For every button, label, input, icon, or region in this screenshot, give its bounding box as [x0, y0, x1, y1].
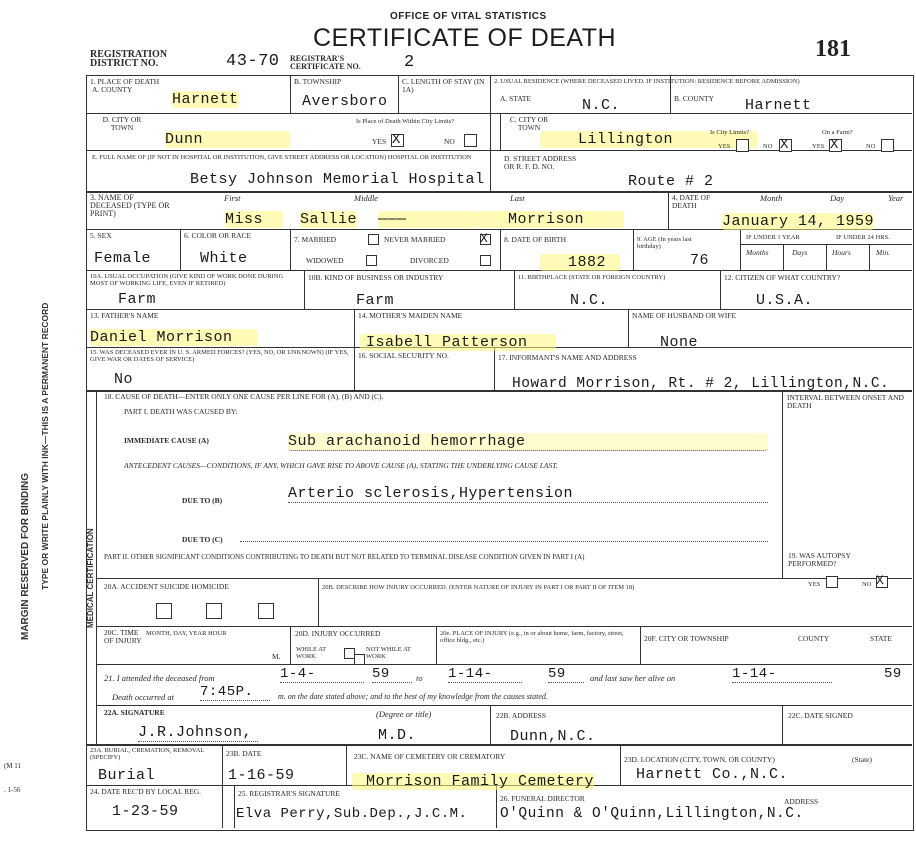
res-farm-yes-mark: X [830, 137, 839, 153]
age-label: 9. AGE (In years last birthday) [637, 236, 692, 250]
margin-binding-note: MARGIN RESERVED FOR BINDING [20, 472, 31, 640]
res-county-label: B. COUNTY [674, 94, 715, 103]
autopsy-label: 19. WAS AUTOPSY PERFORMED? [788, 551, 851, 568]
res-street-value: Route # 2 [628, 173, 714, 190]
registrar-cert-label: REGISTRAR'S CERTIFICATE NO. [290, 54, 361, 71]
place-of-death-label: 1. PLACE OF DEATH [90, 77, 160, 86]
attended-from-value: 1-4- [280, 666, 364, 683]
never-married-mark: X [480, 231, 489, 246]
pod-city-value: Dunn [165, 131, 290, 148]
physician-address-label: 22B. ADDRESS [496, 711, 547, 720]
first-name-label: First [224, 193, 241, 203]
part-2-label: PART II. OTHER SIGNIFICANT CONDITIONS CONTRIBUTING TO DEATH BUT NOT RELATED TO TERMINAL DISEASE CONDITION GIVEN IN PART I (A) [104, 553, 585, 561]
death-occurred-rest: m. on the date stated above; and to the best of my knowledge from the causes stated. [278, 692, 548, 701]
death-occurred-label: Death occurred at [112, 692, 175, 702]
medical-certification-label: MEDICAL CERTIFICATION [86, 528, 95, 628]
margin-ink-note: TYPE OR WRITE PLAINLY WITH INK—THIS IS A PERMANENT RECORD [40, 302, 50, 590]
while-at-work-label: WHILE AT WORK [296, 646, 327, 660]
date-received-value: 1-23-59 [112, 803, 179, 820]
due-to-b-value: Arterio sclerosis,Hypertension [288, 485, 768, 503]
describe-injury-label: 20B. DESCRIBE HOW INJURY OCCURRED. (ENTER NATURE OF INJURY IN PART I OR PART II OF ITEM 18) [322, 584, 635, 591]
signature-value: J.R.Johnson, [138, 724, 258, 742]
pod-within-limits-label: Is Place of Death Within City Limits? [356, 118, 455, 125]
form-code-top: (M 11 [4, 762, 22, 770]
father-value: Daniel Morrison [90, 329, 258, 346]
married-checkbox[interactable] [368, 234, 379, 245]
attended-to-value: 1-14- [448, 666, 522, 683]
hospital-value: Betsy Johnson Memorial Hospital [190, 171, 485, 188]
informant-value: Howard Morrison, Rt. # 2, Lillington,N.C. [512, 376, 890, 392]
city-township-label: 20F. CITY OR TOWNSHIP [644, 634, 729, 643]
res-farm-yes-checkbox[interactable] [829, 139, 842, 152]
deceased-middle-dash: ——— [378, 211, 478, 228]
pod-county-value: Harnett [172, 91, 239, 108]
autopsy-no-label: NO [862, 581, 872, 588]
date-death-label: 4. DATE OF DEATH [672, 193, 711, 210]
res-city-no-mark: X [780, 137, 789, 153]
birthplace-value: N.C. [570, 292, 609, 309]
autopsy-no-mark: X [876, 573, 885, 588]
form-code-bottom: . 1-56 [4, 786, 21, 794]
reg-district-label: REGISTRATION DISTRICT NO. [90, 49, 168, 69]
min-label: Min. [876, 248, 890, 257]
attended-to-year: 59 [548, 666, 584, 683]
pod-yes-label: YES [372, 137, 387, 146]
due-to-b-label: DUE TO (B) [182, 496, 223, 505]
hospital-label: E. FULL NAME OF (IF NOT IN HOSPITAL OR INSTITUTION, GIVE STREET ADDRESS OR LOCATION) HOSPITAL OR INSTITUTION [92, 154, 472, 161]
citizen-label: 12. CITIZEN OF WHAT COUNTRY? [724, 273, 841, 282]
cemetery-label: 23C. NAME OF CEMETERY OR CREMATORY [354, 752, 506, 761]
deceased-name-label: 3. NAME OF DECEASED (TYPE OR PRINT) [90, 193, 170, 218]
res-farm-yes-label: YES [812, 143, 825, 150]
place-of-injury-label: 20e. PLACE OF INJURY (e.g., in or about home, farm, factory, street, office bldg., etc.) [440, 630, 624, 644]
res-in-city-label: Is City Limits? [710, 129, 749, 136]
burial-date-value: 1-16-59 [228, 767, 295, 784]
funeral-director-value: O'Quinn & O'Quinn,Lillington,N.C. [500, 806, 804, 822]
injury-state-label: STATE [870, 634, 892, 643]
due-to-c-line [240, 540, 768, 542]
degree-value: M.D. [378, 727, 417, 744]
last-name-label: Last [510, 193, 525, 203]
registrar-signature-label: 25. REGISTRAR'S SIGNATURE [238, 789, 340, 798]
res-farm-no-label: NO [866, 143, 876, 150]
suicide-checkbox[interactable] [206, 603, 222, 619]
attended-label: 21. I attended the deceased from [104, 673, 215, 683]
pod-county-label: A. COUNTY [92, 85, 133, 94]
burial-label: 23A. BURIAL, CREMATION, REMOVAL (SPECIFY) [90, 747, 205, 761]
interval-label: INTERVAL BETWEEN ONSET AND DEATH [787, 393, 904, 410]
time-of-injury-sub: MONTH, DAY, YEAR HOUR [146, 630, 227, 637]
armed-forces-value: No [114, 371, 134, 388]
cemetery-value: Morrison Family Cemetery [352, 773, 594, 790]
res-county-value: Harnett [745, 97, 812, 114]
funeral-director-address-label: ADDRESS [784, 797, 819, 806]
under-24-hrs-label: IF UNDER 24 HRS. [836, 234, 890, 241]
accident-label: 20A. ACCIDENT SUICIDE HOMICIDE [104, 582, 229, 591]
burial-location-value: Harnett Co.,N.C. [636, 766, 789, 783]
hours-label: Hours [832, 248, 851, 257]
age-value: 76 [690, 252, 710, 269]
occupation-label: 10A. USUAL OCCUPATION (GIVE KIND OF WORK DONE DURING MOST OF WORKING LIFE, EVEN IF RETIRED) [90, 273, 284, 287]
last-saw-label: and last saw her alive on [590, 673, 676, 683]
signature-label: 22A. SIGNATURE [104, 708, 165, 717]
divorced-checkbox[interactable] [480, 255, 491, 266]
pod-yes-mark: X [392, 132, 401, 148]
last-saw-value: 1-14- [732, 666, 832, 683]
date-signed-label: 22C. DATE SIGNED [788, 711, 853, 720]
res-street-label: D. STREET ADDRESS OR R. F. D. NO. [504, 154, 577, 171]
mother-label: 14. MOTHER'S MAIDEN NAME [358, 311, 463, 320]
death-time-value: 7:45P. [200, 684, 270, 701]
deceased-first-name: Miss [225, 211, 283, 228]
widowed-checkbox[interactable] [366, 255, 377, 266]
cause-of-death-label: 18. CAUSE OF DEATH—ENTER ONLY ONE CAUSE PER LINE FOR (A), (B) AND (C). [104, 392, 384, 401]
middle-name-label: Middle [354, 193, 379, 203]
birthplace-label: 11. BIRTHPLACE (STATE OR FOREIGN COUNTRY) [518, 274, 666, 281]
informant-label: 17. INFORMANT'S NAME AND ADDRESS [498, 353, 637, 362]
res-on-farm-label: On a Farm? [822, 129, 853, 136]
autopsy-yes-label: YES [808, 581, 821, 588]
homicide-checkbox[interactable] [258, 603, 274, 619]
married-label: 7. MARRIED [294, 235, 337, 244]
pod-city-label: D. CITY OR TOWN [102, 115, 142, 132]
pod-length-label: C. LENGTH OF STAY (IN 1A) [402, 77, 485, 94]
mother-value: Isabell Patterson [360, 334, 556, 351]
accident-checkbox[interactable] [156, 603, 172, 619]
sex-value: Female [94, 250, 152, 267]
never-married-label: NEVER MARRIED [384, 235, 446, 244]
occupation-value: Farm [118, 291, 157, 308]
widowed-label: WIDOWED [306, 256, 344, 265]
date-death-value: January 14, 1959 [722, 213, 875, 230]
office-title: OFFICE OF VITAL STATISTICS [390, 11, 547, 22]
res-city-yes-checkbox[interactable] [736, 139, 749, 152]
due-to-c-label: DUE TO (C) [182, 535, 223, 544]
date-received-label: 24. DATE REC'D BY LOCAL REG. [90, 787, 202, 796]
burial-date-label: 23B. DATE [226, 749, 262, 758]
physician-address-value: Dunn,N.C. [510, 728, 596, 745]
business-label: 10B. KIND OF BUSINESS OR INDUSTRY [308, 273, 444, 282]
spouse-label: NAME OF HUSBAND OR WIFE [632, 311, 737, 320]
time-m-label: M. [272, 652, 281, 661]
dob-value: 1882 [540, 254, 620, 271]
citizen-value: U.S.A. [756, 292, 814, 309]
degree-label: (Degree or title) [376, 709, 432, 719]
not-while-at-work-checkbox[interactable] [354, 654, 365, 665]
res-state-value: N.C. [582, 97, 621, 114]
time-of-injury-label: 20C. TIME OF INJURY [104, 628, 142, 645]
father-label: 13. FATHER'S NAME [90, 311, 159, 320]
last-saw-year: 59 [884, 666, 902, 682]
dob-label: 8. DATE OF BIRTH [504, 235, 567, 244]
attended-from-year: 59 [372, 666, 412, 683]
res-city-value: Lillington [540, 131, 758, 148]
pod-no-label: NO [444, 137, 455, 146]
pod-township-label: B. TOWNSHIP [294, 77, 342, 86]
to-label: to [416, 673, 423, 683]
pod-yes-checkbox[interactable] [391, 134, 404, 147]
pod-township-value: Aversboro [302, 93, 388, 110]
deceased-middle-name: Sallie [300, 211, 358, 228]
date-death-day-label: Day [830, 193, 845, 203]
part-1-label: PART I. DEATH WAS CAUSED BY: [124, 407, 238, 416]
autopsy-yes-checkbox[interactable] [826, 576, 838, 588]
never-married-checkbox[interactable] [480, 231, 491, 246]
business-value: Farm [356, 292, 395, 309]
autopsy-no-checkbox[interactable] [876, 573, 888, 588]
burial-value: Burial [98, 767, 156, 784]
res-city-yes-label: YES [718, 143, 731, 150]
deceased-last-name: Morrison [478, 211, 624, 228]
res-state-label: A. STATE [500, 94, 532, 103]
burial-location-label: 23D. LOCATION (CITY, TOWN, OR COUNTY) [624, 755, 775, 764]
funeral-director-label: 26. FUNERAL DIRECTOR [500, 794, 585, 803]
ssn-label: 16. SOCIAL SECURITY NO. [358, 351, 449, 360]
spouse-value: None [660, 334, 699, 351]
registrar-cert-value: 2 [404, 53, 415, 72]
injury-county-label: COUNTY [798, 634, 830, 643]
res-farm-no-checkbox[interactable] [881, 139, 894, 152]
certificate-number: 181 [815, 36, 851, 62]
registrar-signature-value: Elva Perry,Sub.Dep.,J.C.M. [236, 806, 468, 822]
res-city-label: C. CITY OR TOWN [509, 115, 549, 132]
residence-label: 2. USUAL RESIDENCE (WHERE DECEASED LIVED. IF INSTITUTION: RESIDENCE BEFORE ADMISSION) [494, 78, 800, 85]
immediate-cause-label: IMMEDIATE CAUSE (A) [124, 436, 209, 445]
certificate-title: CERTIFICATE OF DEATH [313, 24, 617, 52]
reg-district-value: 43-70 [226, 52, 280, 71]
sex-label: 5. SEX [90, 231, 112, 240]
days-label: Days [792, 248, 808, 257]
not-while-at-work-label: NOT WHILE AT WORK [366, 646, 411, 660]
res-city-no-checkbox[interactable] [779, 139, 792, 152]
color-label: 6. COLOR OR RACE [184, 231, 252, 240]
antecedent-label: ANTECEDENT CAUSES—CONDITIONS, IF ANY, WHICH GAVE RISE TO ABOVE CAUSE (A), STATING THE UNDERLYING CAUSE LAST. [124, 461, 558, 470]
burial-state-label: (State) [852, 755, 872, 764]
divorced-label: DIVORCED [410, 256, 449, 265]
months-label: Months [746, 248, 769, 257]
immediate-cause-value: Sub arachanoid hemorrhage [288, 433, 768, 451]
pod-no-checkbox[interactable] [464, 134, 477, 147]
date-death-month-label: Month [760, 193, 783, 203]
res-city-no-label: NO [763, 143, 773, 150]
injury-occurred-label: 20D. INJURY OCCURRED [295, 629, 381, 638]
armed-forces-label: 15. WAS DECEASED EVER IN U. S. ARMED FORCES? (YES, NO, OR UNKNOWN) (IF YES, GIVE WAR OR DATES OF SERVICE) [90, 349, 349, 363]
under-1-year-label: IF UNDER 1 YEAR [746, 234, 800, 241]
date-death-year-label: Year [888, 193, 904, 203]
color-value: White [200, 250, 248, 267]
